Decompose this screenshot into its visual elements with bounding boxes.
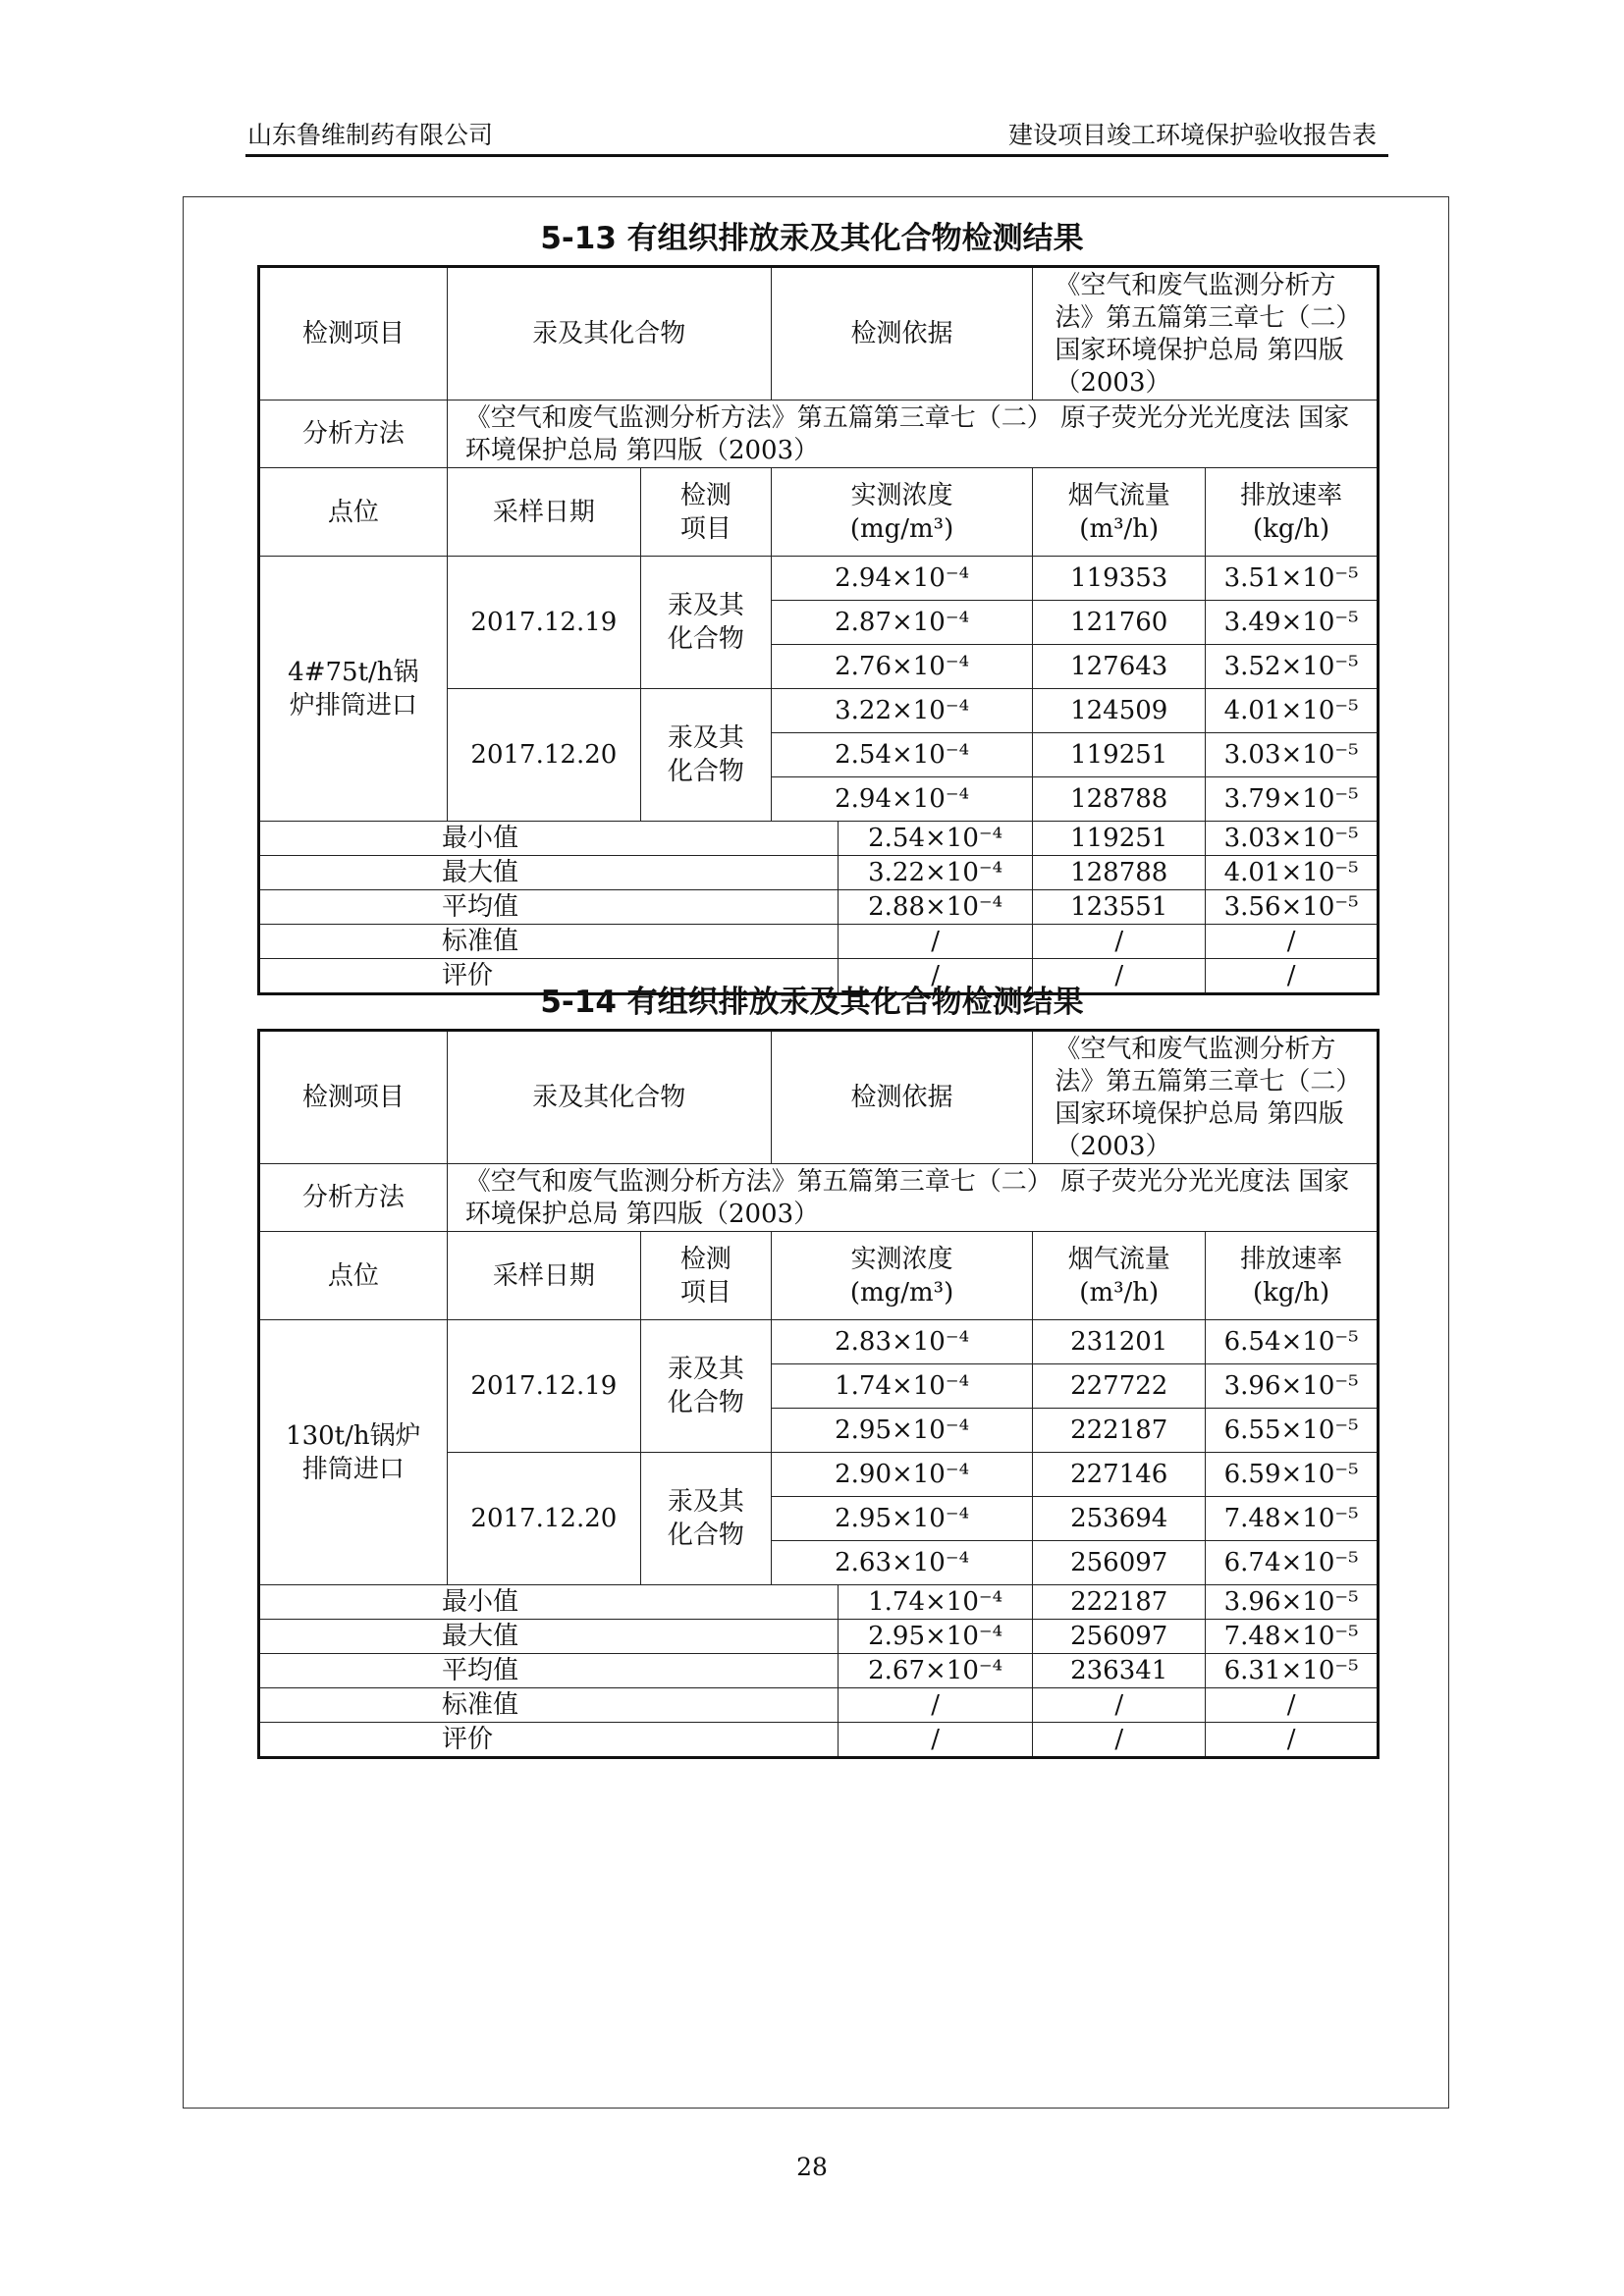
header-company: 山东鲁维制药有限公司 bbox=[247, 121, 494, 149]
basis-label: 检测依据 bbox=[771, 267, 1033, 400]
flow-cell: 128788 bbox=[1033, 777, 1206, 822]
conc-cell: 2.95×10⁻⁴ bbox=[771, 1409, 1033, 1453]
rate-cell: 6.59×10⁻⁵ bbox=[1206, 1453, 1379, 1497]
basis-value: 《空气和废气监测分析方法》第五篇第三章七（二）国家环境保护总局 第四版（2003） bbox=[1033, 1031, 1379, 1164]
conc-cell: 2.94×10⁻⁴ bbox=[771, 777, 1033, 822]
conc-cell: 2.54×10⁻⁴ bbox=[771, 733, 1033, 777]
rate-cell: / bbox=[1206, 959, 1379, 994]
results-table bbox=[257, 1029, 1380, 1759]
col-item: 检测 项目 bbox=[641, 468, 772, 557]
conc-cell: 1.74×10⁻⁴ bbox=[838, 1585, 1033, 1620]
summary-label: 平均值 bbox=[259, 890, 839, 925]
conc-cell: 2.76×10⁻⁴ bbox=[771, 645, 1033, 689]
summary-label: 最大值 bbox=[259, 1620, 839, 1654]
item-cell: 汞及其化合物 bbox=[641, 689, 772, 822]
table-caption: 5-13 有组织排放汞及其化合物检测结果 bbox=[540, 221, 1084, 256]
conc-cell: / bbox=[838, 1723, 1033, 1758]
conc-cell: / bbox=[838, 959, 1033, 994]
conc-cell: 2.90×10⁻⁴ bbox=[771, 1453, 1033, 1497]
date-cell: 2017.12.20 bbox=[447, 689, 640, 822]
method-label: 分析方法 bbox=[259, 400, 448, 468]
col-rate: 排放速率 (kg/h) bbox=[1206, 468, 1379, 557]
item-cell: 汞及其化合物 bbox=[641, 557, 772, 689]
conc-cell: / bbox=[838, 1688, 1033, 1723]
summary-row bbox=[259, 1620, 1379, 1654]
flow-cell: 127643 bbox=[1033, 645, 1206, 689]
method-value: 《空气和废气监测分析方法》第五篇第三章七（二） 原子荧光分光光度法 国家环境保护总局 第四版（2003） bbox=[447, 400, 1378, 468]
conc-cell: 2.94×10⁻⁴ bbox=[771, 557, 1033, 601]
method-value: 《空气和废气监测分析方法》第五篇第三章七（二） 原子荧光分光光度法 国家环境保护总局 第四版（2003） bbox=[447, 1164, 1378, 1232]
flow-cell: 256097 bbox=[1033, 1620, 1206, 1654]
rate-cell: 6.55×10⁻⁵ bbox=[1206, 1409, 1379, 1453]
rate-cell: 6.54×10⁻⁵ bbox=[1206, 1320, 1379, 1364]
flow-cell: / bbox=[1033, 1688, 1206, 1723]
col-rate: 排放速率 (kg/h) bbox=[1206, 1232, 1379, 1320]
conc-cell: 2.88×10⁻⁴ bbox=[838, 890, 1033, 925]
method-label: 分析方法 bbox=[259, 1164, 448, 1232]
flow-cell: 123551 bbox=[1033, 890, 1206, 925]
results-table bbox=[257, 265, 1380, 995]
summary-row bbox=[259, 1585, 1379, 1620]
summary-row bbox=[259, 1654, 1379, 1688]
summary-label: 最小值 bbox=[259, 822, 839, 856]
col-flow: 烟气流量 (m³/h) bbox=[1033, 468, 1206, 557]
header-report-title: 建设项目竣工环境保护验收报告表 bbox=[1007, 121, 1377, 149]
conc-cell: 2.67×10⁻⁴ bbox=[838, 1654, 1033, 1688]
table-row bbox=[259, 1164, 1379, 1232]
basis-label: 检测依据 bbox=[771, 1031, 1033, 1164]
summary-row bbox=[259, 822, 1379, 856]
summary-label: 评价 bbox=[259, 959, 839, 994]
date-cell: 2017.12.19 bbox=[447, 557, 640, 689]
conc-cell: 2.95×10⁻⁴ bbox=[771, 1497, 1033, 1541]
rate-cell: 4.01×10⁻⁵ bbox=[1206, 689, 1379, 733]
flow-cell: / bbox=[1033, 959, 1206, 994]
flow-cell: 227146 bbox=[1033, 1453, 1206, 1497]
summary-row bbox=[259, 1723, 1379, 1758]
col-date: 采样日期 bbox=[447, 1232, 640, 1320]
col-point: 点位 bbox=[259, 468, 448, 557]
rate-cell: 3.96×10⁻⁵ bbox=[1206, 1364, 1379, 1409]
col-item: 检测 项目 bbox=[641, 1232, 772, 1320]
conc-cell: 2.54×10⁻⁴ bbox=[838, 822, 1033, 856]
table-row bbox=[259, 267, 1379, 400]
rate-cell: 3.03×10⁻⁵ bbox=[1206, 822, 1379, 856]
flow-cell: / bbox=[1033, 925, 1206, 959]
conc-cell: 3.22×10⁻⁴ bbox=[771, 689, 1033, 733]
conc-cell: 2.87×10⁻⁴ bbox=[771, 601, 1033, 645]
point-cell: 130t/h锅炉排筒进口 bbox=[259, 1320, 448, 1585]
conc-cell: 2.95×10⁻⁴ bbox=[838, 1620, 1033, 1654]
flow-cell: 231201 bbox=[1033, 1320, 1206, 1364]
rate-cell: 3.56×10⁻⁵ bbox=[1206, 890, 1379, 925]
item-value: 汞及其化合物 bbox=[447, 1031, 771, 1164]
date-cell: 2017.12.19 bbox=[447, 1320, 640, 1453]
flow-cell: 256097 bbox=[1033, 1541, 1206, 1585]
item-cell: 汞及其化合物 bbox=[641, 1320, 772, 1453]
summary-label: 最小值 bbox=[259, 1585, 839, 1620]
conc-cell: 2.63×10⁻⁴ bbox=[771, 1541, 1033, 1585]
flow-cell: 121760 bbox=[1033, 601, 1206, 645]
flow-cell: 227722 bbox=[1033, 1364, 1206, 1409]
date-cell: 2017.12.20 bbox=[447, 1453, 640, 1585]
summary-label: 评价 bbox=[259, 1723, 839, 1758]
flow-cell: 119353 bbox=[1033, 557, 1206, 601]
flow-cell: 236341 bbox=[1033, 1654, 1206, 1688]
summary-label: 标准值 bbox=[259, 925, 839, 959]
summary-label: 平均值 bbox=[259, 1654, 839, 1688]
rate-cell: 3.79×10⁻⁵ bbox=[1206, 777, 1379, 822]
conc-cell: 3.22×10⁻⁴ bbox=[838, 856, 1033, 890]
page-number: 28 bbox=[796, 2153, 828, 2181]
table-row bbox=[259, 1320, 1379, 1364]
rate-cell: 6.74×10⁻⁵ bbox=[1206, 1541, 1379, 1585]
table-row bbox=[259, 557, 1379, 601]
summary-label: 最大值 bbox=[259, 856, 839, 890]
rate-cell: 7.48×10⁻⁵ bbox=[1206, 1497, 1379, 1541]
rate-cell: / bbox=[1206, 1723, 1379, 1758]
item-label: 检测项目 bbox=[259, 1031, 448, 1164]
summary-row bbox=[259, 856, 1379, 890]
conc-cell: / bbox=[838, 925, 1033, 959]
rate-cell: 3.49×10⁻⁵ bbox=[1206, 601, 1379, 645]
flow-cell: 222187 bbox=[1033, 1409, 1206, 1453]
basis-value: 《空气和废气监测分析方法》第五篇第三章七（二）国家环境保护总局 第四版（2003） bbox=[1033, 267, 1379, 400]
col-flow: 烟气流量 (m³/h) bbox=[1033, 1232, 1206, 1320]
rate-cell: / bbox=[1206, 925, 1379, 959]
table-caption: 5-14 有组织排放汞及其化合物检测结果 bbox=[540, 985, 1084, 1020]
summary-row bbox=[259, 1688, 1379, 1723]
rate-cell: 3.96×10⁻⁵ bbox=[1206, 1585, 1379, 1620]
flow-cell: 119251 bbox=[1033, 733, 1206, 777]
rate-cell: 3.52×10⁻⁵ bbox=[1206, 645, 1379, 689]
rate-cell: 4.01×10⁻⁵ bbox=[1206, 856, 1379, 890]
col-concentration: 实测浓度 (mg/m³) bbox=[771, 468, 1033, 557]
flow-cell: 124509 bbox=[1033, 689, 1206, 733]
rate-cell: 3.03×10⁻⁵ bbox=[1206, 733, 1379, 777]
item-cell: 汞及其化合物 bbox=[641, 1453, 772, 1585]
summary-label: 标准值 bbox=[259, 1688, 839, 1723]
conc-cell: 2.83×10⁻⁴ bbox=[771, 1320, 1033, 1364]
table-header-row bbox=[259, 468, 1379, 557]
conc-cell: 1.74×10⁻⁴ bbox=[771, 1364, 1033, 1409]
col-concentration: 实测浓度 (mg/m³) bbox=[771, 1232, 1033, 1320]
item-value: 汞及其化合物 bbox=[447, 267, 771, 400]
flow-cell: 253694 bbox=[1033, 1497, 1206, 1541]
header-divider bbox=[245, 154, 1388, 157]
rate-cell: / bbox=[1206, 1688, 1379, 1723]
col-point: 点位 bbox=[259, 1232, 448, 1320]
col-date: 采样日期 bbox=[447, 468, 640, 557]
item-label: 检测项目 bbox=[259, 267, 448, 400]
table-header-row bbox=[259, 1232, 1379, 1320]
rate-cell: 7.48×10⁻⁵ bbox=[1206, 1620, 1379, 1654]
rate-cell: 3.51×10⁻⁵ bbox=[1206, 557, 1379, 601]
table-row bbox=[259, 1031, 1379, 1164]
flow-cell: 119251 bbox=[1033, 822, 1206, 856]
table-row bbox=[259, 400, 1379, 468]
flow-cell: 222187 bbox=[1033, 1585, 1206, 1620]
summary-row bbox=[259, 890, 1379, 925]
point-cell: 4#75t/h锅炉排筒进口 bbox=[259, 557, 448, 822]
rate-cell: 6.31×10⁻⁵ bbox=[1206, 1654, 1379, 1688]
flow-cell: 128788 bbox=[1033, 856, 1206, 890]
flow-cell: / bbox=[1033, 1723, 1206, 1758]
summary-row bbox=[259, 925, 1379, 959]
